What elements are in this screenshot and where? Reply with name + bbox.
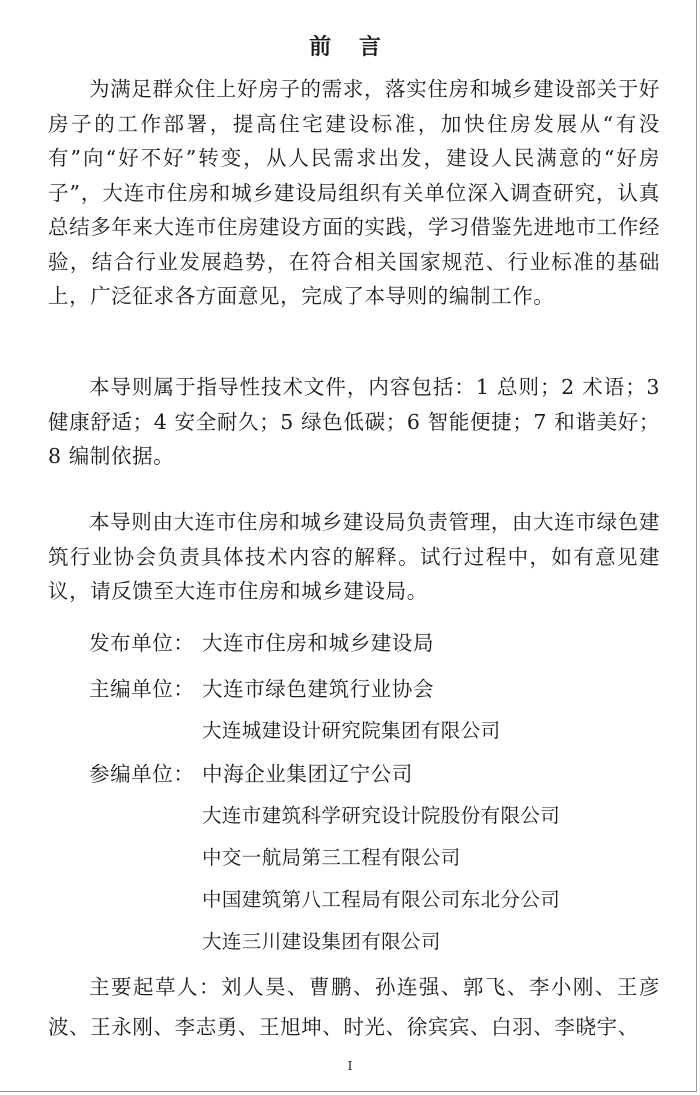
participating-editor-unit: 中海企业集团辽宁公司 (202, 762, 413, 786)
management-paragraph: 本导则由大连市住房和城乡建设局负责管理，由大连市绿色建筑行业协会负责具体技术内容的解释。试行过程中，如有意见建议，请反馈至大连市住房和城乡建设局。 (48, 510, 660, 603)
drafters-paragraph: 主要起草人：刘人昊、曹鹏、孙连强、郭飞、李小刚、王彦波、王永刚、李志勇、王旭坤、时光、徐宾宾、白羽、李晓宇、 (48, 975, 660, 1039)
chief-editor-label: 主编单位： (89, 677, 195, 701)
publisher-label: 发布单位： (89, 631, 195, 655)
participating-editor-unit: 大连三川建设集团有限公司 (202, 930, 441, 953)
publisher-line (89, 627, 434, 659)
publisher-name: 大连市住房和城乡建设局 (202, 631, 435, 655)
chief-editor-unit: 大连城建设计研究院集团有限公司 (202, 719, 501, 742)
page-number: I (347, 1059, 353, 1073)
participating-editor-label: 参编单位： (89, 762, 195, 786)
chief-editor-line (89, 673, 434, 705)
participating-editor-unit: 中交一航局第三工程有限公司 (202, 846, 461, 869)
contents-paragraph: 本导则属于指导性技术文件，内容包括：1 总则；2 术语；3 健康舒适；4 安全耐久；5 绿色低碳；6 智能便捷；7 和谐美好；8 编制依据。 (48, 375, 660, 468)
page-title: 前 言 (309, 35, 391, 60)
participating-editor-unit: 大连市建筑科学研究设计院股份有限公司 (202, 804, 561, 827)
participating-editor-line (89, 758, 413, 790)
intro-paragraph: 为满足群众住上好房子的需求，落实住房和城乡建设部关于好房子的工作部署，提高住宅建设标准，加快住房发展从“有没有”向“好不好”转变，从人民需求出发，建设人民满意的“好房子”，大连市住房和城乡建设局组织有关单位深入调查研究，认真总结多年来大连市住房建设方面的实践，学习借鉴先进地市工作经验，结合行业发展趋势，在符合相关国家规范、行业标准的基础上，广泛征求各方面意见，完成了本导则的编制工作。 (48, 77, 660, 308)
chief-editor-unit: 大连市绿色建筑行业协会 (202, 677, 435, 701)
participating-editor-unit: 中国建筑第八工程局有限公司东北分公司 (202, 888, 561, 911)
